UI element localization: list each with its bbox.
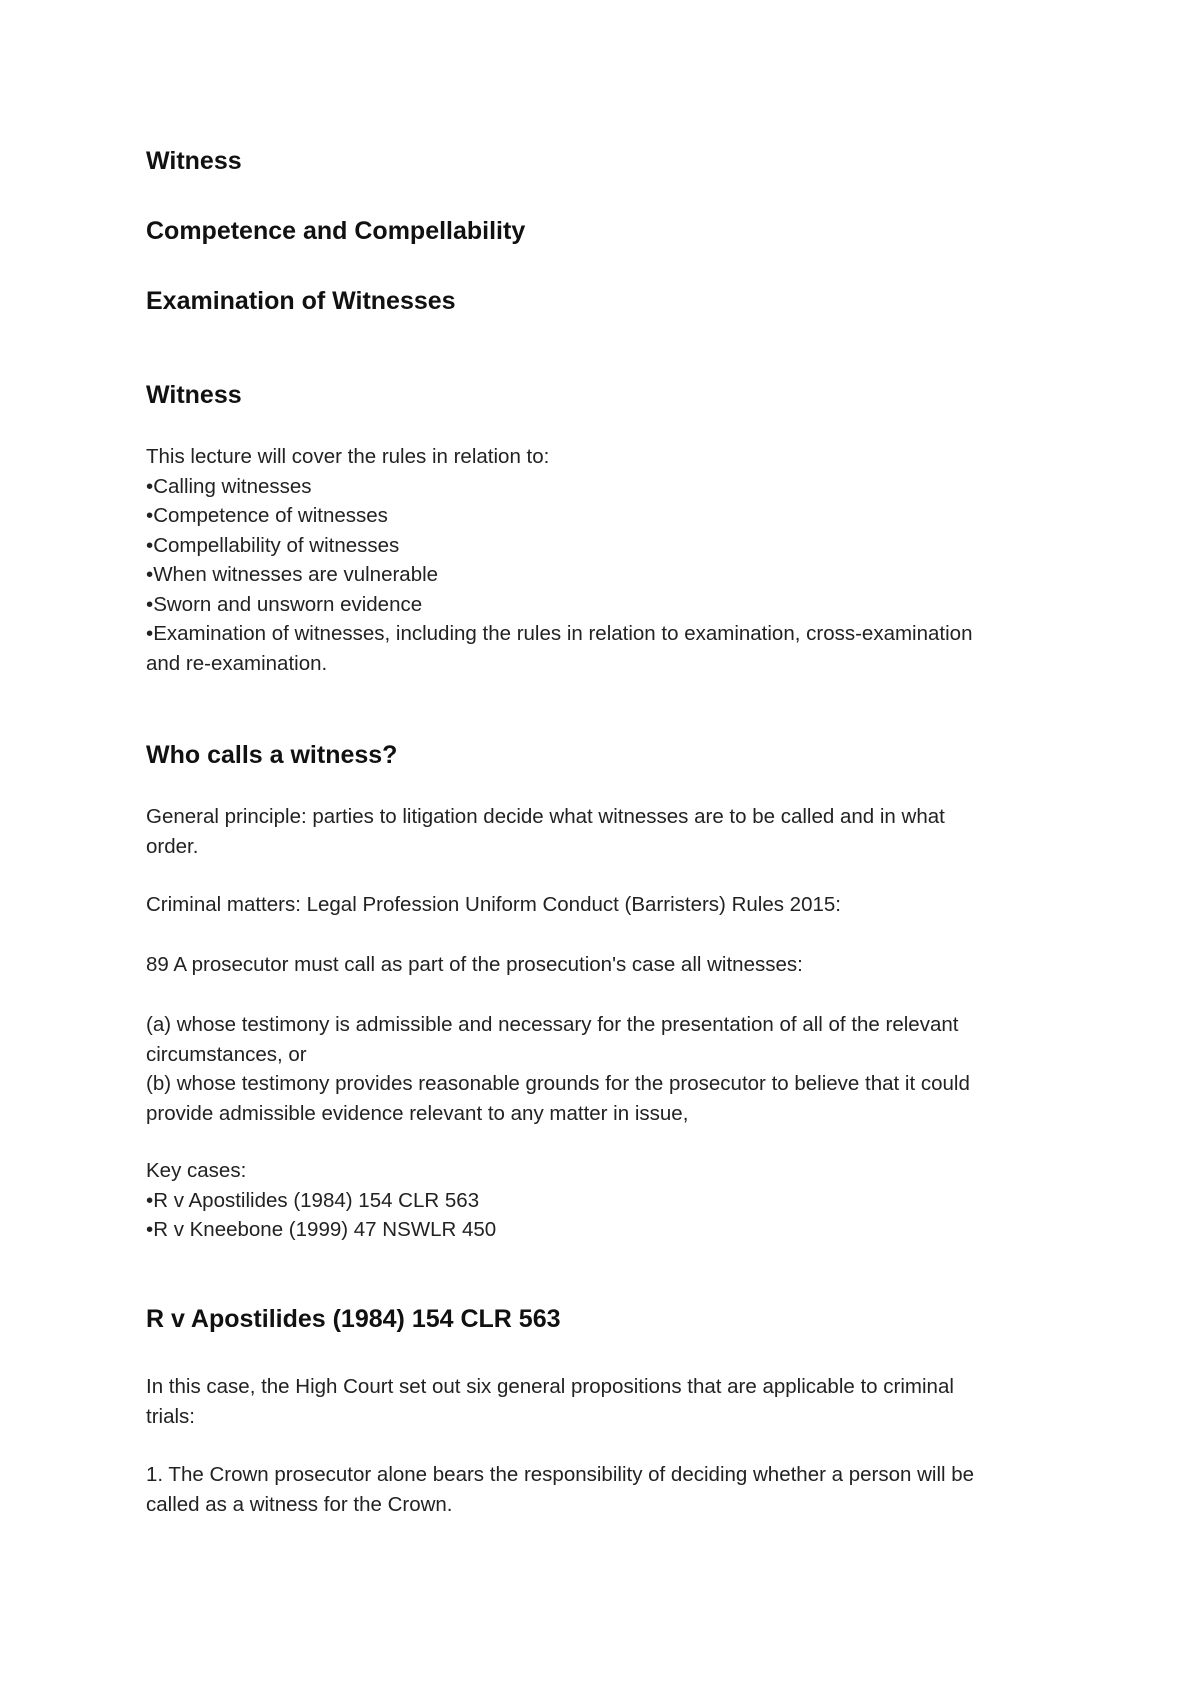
- text-line: 1. The Crown prosecutor alone bears the responsibility of deciding whether a person will be: [146, 1463, 975, 1486]
- bullet-item: • Compellability of witnesses: [146, 531, 1066, 561]
- bullet-item: • Calling witnesses: [146, 472, 1066, 502]
- key-cases-label: Key cases:: [146, 1159, 247, 1182]
- apostilides-intro-paragraph: [146, 1372, 1066, 1431]
- key-case-item: • R v Apostilides (1984) 154 CLR 563: [146, 1186, 1066, 1216]
- rule-b-line: provide admissible evidence relevant to any matter in issue,: [146, 1101, 689, 1125]
- bullet-continuation: and re-examination.: [146, 651, 328, 675]
- text-line: order.: [146, 834, 199, 858]
- lecture-intro: This lecture will cover the rules in relation to:: [146, 445, 550, 468]
- bullet-item: • Sworn and unsworn evidence: [146, 590, 1066, 620]
- rule-b-line: (b) whose testimony provides reasonable grounds for the prosecutor to believe that it could: [146, 1072, 970, 1095]
- title-witness: Witness: [146, 147, 242, 175]
- rule-a-line: (a) whose testimony is admissible and necessary for the presentation of all of the relevant: [146, 1013, 959, 1036]
- rule-a-line: circumstances, or: [146, 1042, 307, 1066]
- rule-subclauses: [146, 1010, 1066, 1128]
- key-cases-block: [146, 1156, 1066, 1245]
- text-line: trials:: [146, 1404, 195, 1428]
- text-line: General principle: parties to litigation decide what witnesses are to be called and in what: [146, 805, 945, 828]
- section-heading-who-calls: Who calls a witness?: [146, 741, 398, 769]
- text-line: In this case, the High Court set out six general propositions that are applicable to criminal: [146, 1375, 954, 1398]
- criminal-matters-paragraph: Criminal matters: Legal Profession Uniform Conduct (Barristers) Rules 2015:: [146, 893, 841, 916]
- bullet-item: • Examination of witnesses, including the rules in relation to examination, cross-examination: [146, 619, 1066, 649]
- text-line: called as a witness for the Crown.: [146, 1492, 453, 1516]
- bullet-item: • Competence of witnesses: [146, 501, 1066, 531]
- title-examination-of-witnesses: Examination of Witnesses: [146, 287, 456, 315]
- witness-lecture-block: [146, 442, 1066, 678]
- proposition-1-paragraph: [146, 1460, 1066, 1519]
- general-principle-paragraph: [146, 802, 1066, 861]
- rule-89-paragraph: 89 A prosecutor must call as part of the prosecution's case all witnesses:: [146, 953, 803, 976]
- section-heading-apostilides: R v Apostilides (1984) 154 CLR 563: [146, 1305, 561, 1333]
- title-competence-compellability: Competence and Compellability: [146, 217, 526, 245]
- key-case-item: • R v Kneebone (1999) 47 NSWLR 450: [146, 1215, 1066, 1245]
- section-heading-witness: Witness: [146, 381, 242, 409]
- bullet-item: • When witnesses are vulnerable: [146, 560, 1066, 590]
